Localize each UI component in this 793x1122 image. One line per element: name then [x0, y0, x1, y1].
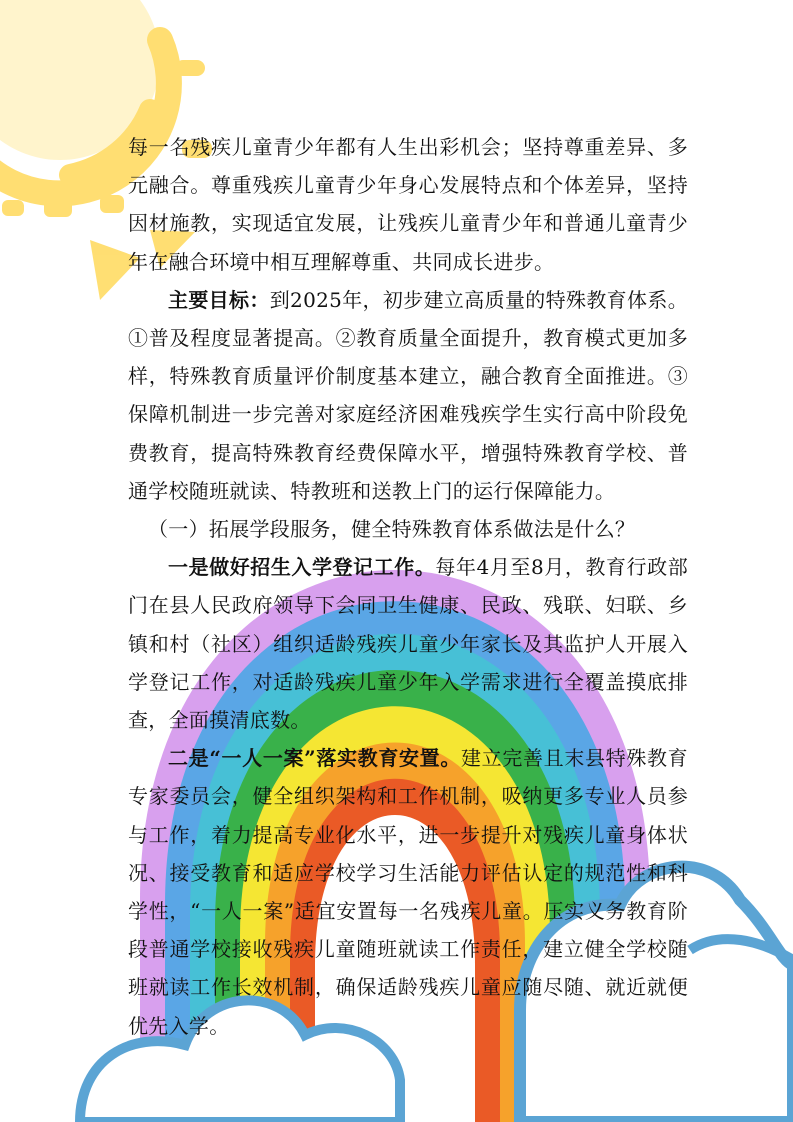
paragraph-text: 每年4月至8月，教育行政部门在县人民政府领导下会同卫生健康、民政、残联、妇联、乡镇和村（社区）组织适龄残疾儿童少年家长及其监护人开展入学登记工作，对适龄残疾儿童少年入学需求进行全覆盖摸底排查，全面摸清底数。: [128, 555, 688, 733]
document-body: [128, 128, 688, 1045]
paragraph-placement: [128, 739, 688, 1045]
paragraph-text: 建立完善且末县特殊教育专家委员会，健全组织架构和工作机制，吸纳更多专业人员参与工作，着力提高专业化水平，进一步提升对残疾儿童身体状况、接受教育和适应学校学习生活能力评估认定的规范性和科学性，“一人一案”适宜安置每一名残疾儿童。压实义务教育阶段普通学校接收残疾儿童随班就读工作责任，建立健全学校随班就读工作长效机制，确保适龄残疾儿童应随尽随、就近就便优先入学。: [128, 746, 688, 1038]
paragraph-enrollment: [128, 548, 688, 739]
paragraph-lead: 主要目标：: [168, 287, 270, 312]
section-heading: （一）拓展学段服务，健全特殊教育体系做法是什么？: [148, 517, 636, 542]
paragraph-lead: 二是“一人一案”落实教育安置。: [168, 746, 462, 771]
paragraph-text: 每一名残疾儿童青少年都有人生出彩机会；坚持尊重差异、多元融合。尊重残疾儿童青少年身心发展特点和个体差异，坚持因材施教，实现适宜发展，让残疾儿童青少年和普通儿童青少年在融合环境中相互理解尊重、共同成长进步。: [128, 135, 688, 274]
paragraph-main-goals: [128, 281, 688, 510]
paragraph-text: 到2025年，初步建立高质量的特殊教育体系。①普及程度显著提高。②教育质量全面提升，教育模式更加多样，特殊教育质量评价制度基本建立，融合教育全面推进。③保障机制进一步完善对家庭经济困难残疾学生实行高中阶段免费教育，提高特殊教育经费保障水平，增强特殊教育学校、普通学校随班就读、特教班和送教上门的运行保障能力。: [128, 287, 688, 503]
paragraph-principles: [128, 128, 688, 281]
paragraph-lead: 一是做好招生入学登记工作。: [168, 555, 436, 580]
